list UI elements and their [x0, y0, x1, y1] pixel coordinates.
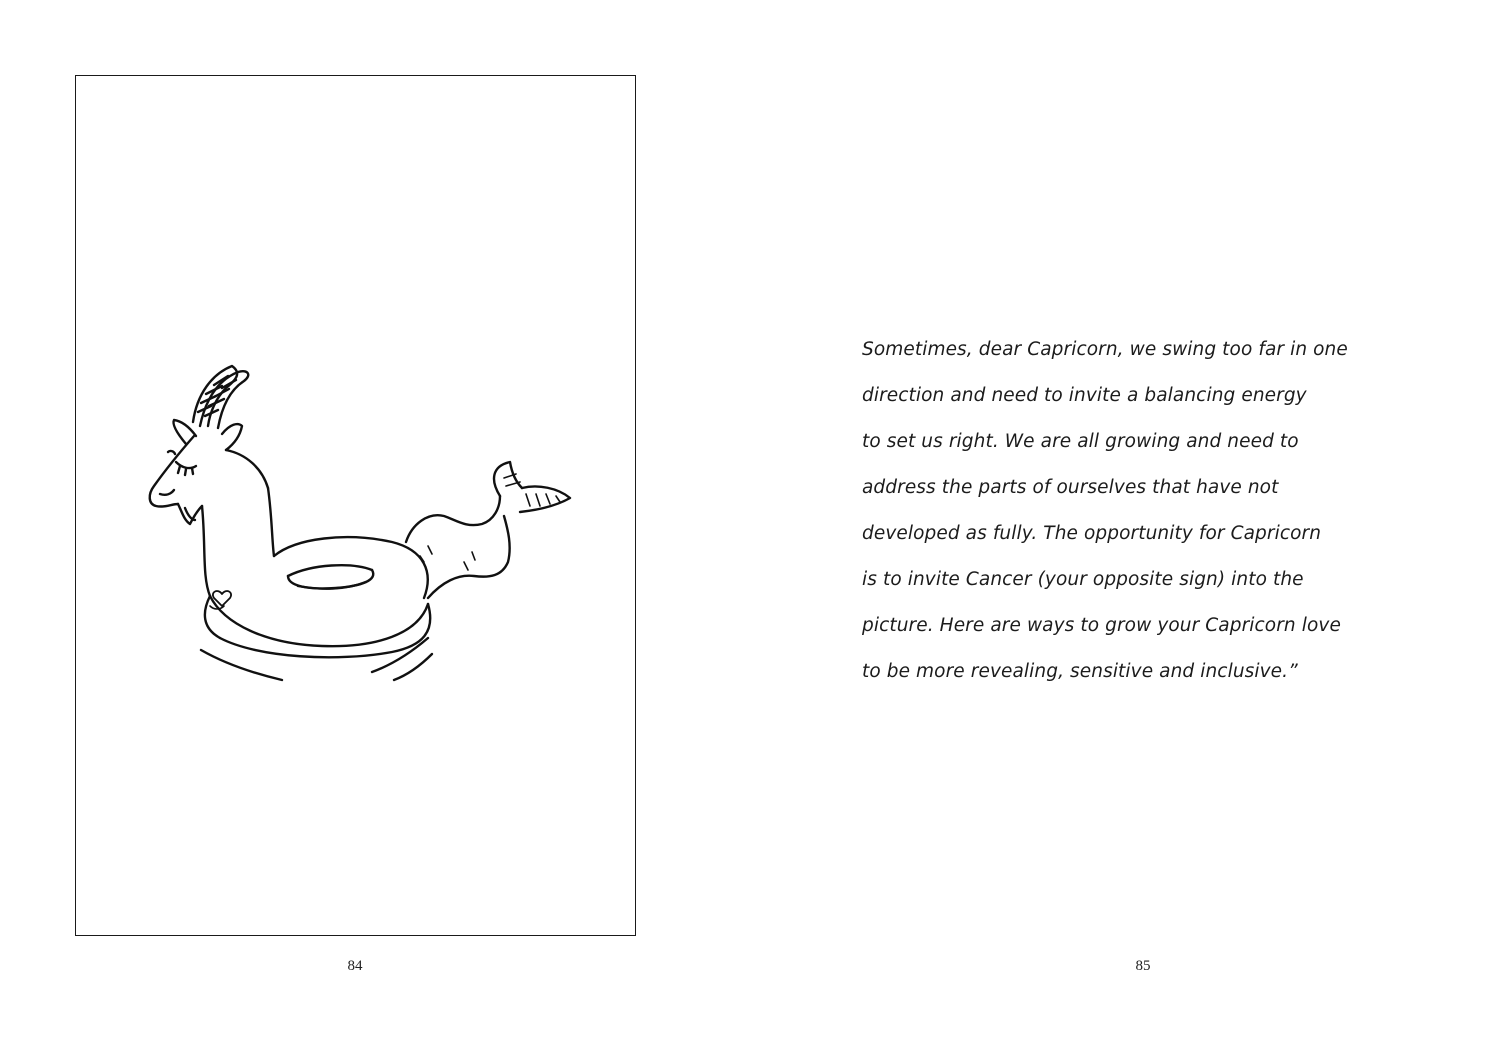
goat-head: [150, 420, 268, 524]
body-paragraph: [862, 327, 1442, 695]
text-line: is to invite Cancer (your opposite sign) into the: [862, 569, 1304, 590]
sea-goat-tail: [406, 496, 510, 598]
text-line: direction and need to invite a balancing energy: [862, 385, 1307, 406]
tail-fin: [494, 462, 570, 512]
text-line: developed as fully. The opportunity for Capricorn: [862, 523, 1322, 544]
text-line: picture. Here are ways to grow your Capricorn love: [862, 615, 1341, 636]
page-number-left: 84: [347, 958, 363, 974]
illustration-frame: [75, 75, 636, 936]
text-line: to be more revealing, sensitive and inclusive.”: [862, 661, 1298, 682]
capricorn-float-illustration: [76, 76, 635, 935]
pool-ring: [205, 537, 430, 657]
text-line: Sometimes, dear Capricorn, we swing too far in one: [862, 339, 1348, 360]
text-line: to set us right. We are all growing and need to: [862, 431, 1299, 452]
right-page: [750, 0, 1500, 1050]
page-number-right: 85: [1135, 958, 1151, 974]
text-line: address the parts of ourselves that have not: [862, 477, 1279, 498]
goat-neck: [202, 488, 274, 596]
